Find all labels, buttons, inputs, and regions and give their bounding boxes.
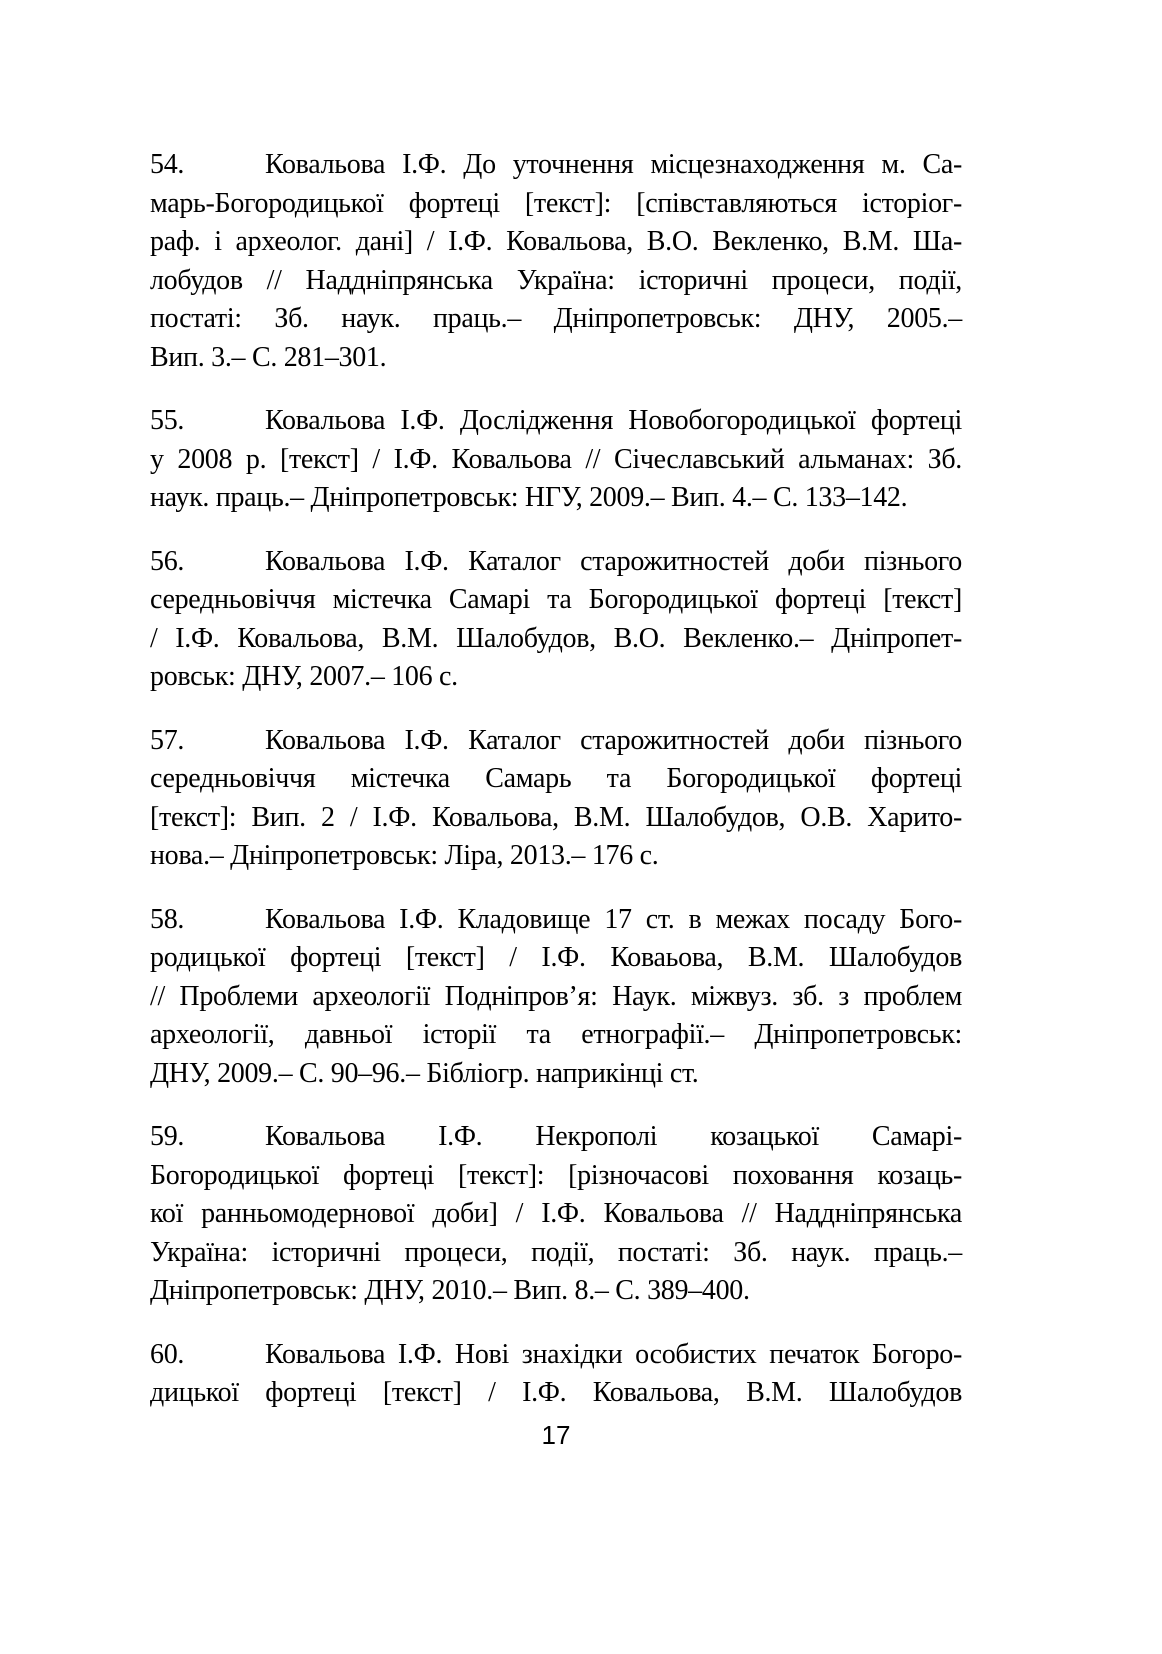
bibliography-list	[150, 146, 962, 1438]
reference-number: 56.	[150, 545, 185, 577]
reference-number: 58.	[150, 903, 185, 935]
reference-line: родицької фортеці [текст] / І.Ф. Коваьова, В.М. Шалобудов	[150, 942, 962, 973]
page-number: 17	[541, 1420, 571, 1450]
reference-item-60	[150, 1336, 962, 1413]
reference-line: Україна: історичні процеси, події, постаті: Зб. наук. праць.–	[150, 1236, 962, 1268]
reference-number: 59.	[150, 1121, 185, 1152]
reference-text: Ковальова І.Ф. Каталог старожитностей доби пізнього	[265, 724, 962, 756]
reference-text: Ковальова І.Ф. Каталог старожитностей доби пізнього	[265, 545, 962, 577]
reference-number: 54.	[150, 149, 185, 180]
reference-item-59	[150, 1118, 962, 1311]
reference-line: [текст]: Вип. 2 / І.Ф. Ковальова, В.М. Шалобудов, О.В. Харито-	[150, 801, 962, 833]
reference-text: Ковальова І.Ф. Нові знахідки особистих печаток Богоро-	[265, 1338, 962, 1370]
reference-line: нова.– Дніпропетровськ: Ліра, 2013.– 176 с.	[150, 840, 659, 871]
reference-line: у 2008 р. [текст] / І.Ф. Ковальова // Січеславський альманах: Зб.	[150, 443, 962, 475]
reference-text: Ковальова І.Ф. Кладовище 17 ст. в межах посаду Бого-	[265, 903, 962, 935]
reference-line: ровськ: ДНУ, 2007.– 106 с.	[150, 661, 458, 692]
reference-line: археології, давньої історії та етнографії.– Дніпропетровськ:	[150, 1019, 962, 1050]
reference-line: наук. праць.– Дніпропетровськ: НГУ, 2009.– Вип. 4.– С. 133–142.	[150, 482, 908, 513]
reference-number: 55.	[150, 405, 185, 436]
reference-text: Ковальова І.Ф. Дослідження Новобогородицької фортеці	[265, 405, 962, 436]
reference-line: середньовіччя містечка Самарі та Богородицької фортеці [текст]	[150, 584, 962, 615]
reference-line: середньовіччя містечка Самарь та Богородицької фортеці	[150, 763, 962, 794]
reference-first-line	[150, 1336, 962, 1375]
reference-number: 57.	[150, 724, 185, 756]
reference-line: лобудов // Наддніпрянська Україна: історичні процеси, події,	[150, 264, 962, 296]
reference-first-line	[150, 1118, 962, 1157]
reference-line: марь-Богородицької фортеці [текст]: [співставляються історіог-	[150, 187, 962, 219]
reference-line: Вип. 3.– С. 281–301.	[150, 341, 387, 373]
reference-number: 60.	[150, 1338, 185, 1370]
reference-line: / І.Ф. Ковальова, В.М. Шалобудов, В.О. Векленко.– Дніпропет-	[150, 622, 962, 654]
reference-line: Богородицької фортеці [текст]: [різночасові поховання козаць-	[150, 1159, 962, 1191]
reference-item-58	[150, 901, 962, 1094]
reference-first-line	[150, 901, 962, 940]
reference-line: дицької фортеці [текст] / І.Ф. Ковальова, В.М. Шалобудов	[150, 1377, 962, 1408]
reference-item-57	[150, 722, 962, 876]
reference-item-55	[150, 402, 962, 518]
reference-first-line	[150, 722, 962, 761]
reference-text: Ковальова І.Ф. До уточнення місцезнаходження м. Са-	[265, 149, 962, 180]
reference-first-line	[150, 402, 962, 441]
reference-line: Дніпропетровськ: ДНУ, 2010.– Вип. 8.– С. 389–400.	[150, 1275, 750, 1306]
reference-item-56	[150, 543, 962, 697]
reference-first-line	[150, 543, 962, 582]
reference-line: постаті: Зб. наук. праць.– Дніпропетровськ: ДНУ, 2005.–	[150, 303, 962, 334]
reference-first-line	[150, 146, 962, 185]
reference-item-54	[150, 146, 962, 377]
reference-line: // Проблеми археології Подніпров’я: Наук. міжвуз. зб. з проблем	[150, 980, 962, 1012]
reference-line: раф. і археолог. дані] / І.Ф. Ковальова, В.О. Векленко, В.М. Ша-	[150, 226, 962, 257]
reference-line: кої ранньомодернової доби] / І.Ф. Ковальова // Наддніпрянська	[150, 1198, 962, 1229]
reference-line: ДНУ, 2009.– С. 90–96.– Бібліогр. наприкінці ст.	[150, 1057, 699, 1089]
reference-text: Ковальова І.Ф. Некрополі козацької Самарі-	[265, 1121, 962, 1152]
